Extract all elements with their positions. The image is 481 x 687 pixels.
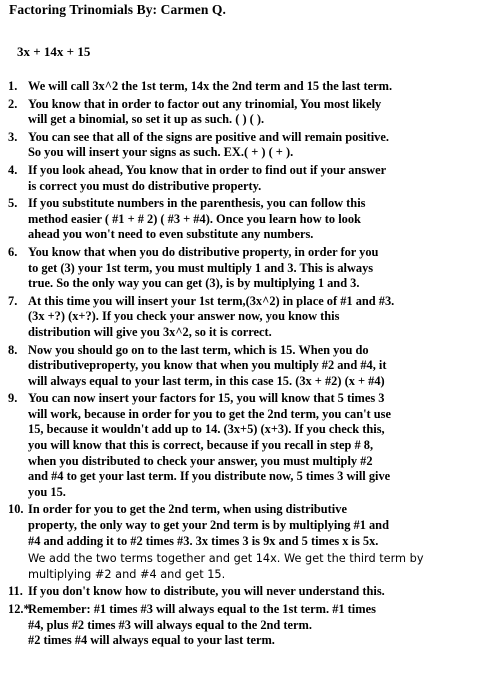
step-number: 8. [8,342,18,357]
step-line: You can see that all of the signs are positive and will remain positive. [28,129,389,144]
steps-list [8,79,478,651]
step-line: method easier ( #1 + # 2) ( #3 + #4). Once you learn how to look [28,211,361,226]
step-line: property, the only way to get your 2nd term is by multiplying #1 and [28,518,389,533]
step-line: We will call 3x^2 the 1st term, 14x the 2nd term and 15 the last term. [28,79,393,93]
step-line: when you distributed to check your answer, you must multiply #2 [28,453,373,468]
step-item [8,584,478,600]
step-line: In order for you to get the 2nd term, when using distributive [28,502,347,517]
step-item [8,294,478,341]
step-number: 12.* [8,602,30,616]
step-item [8,79,478,95]
step-item [8,196,478,243]
step-number: 11. [8,584,23,599]
step-line: you will know that this is correct, because if you recall in step # 8, [28,438,374,453]
step-number: 3. [8,129,18,144]
step-line: Now you should go on to the last term, which is 15. When you do [28,342,369,357]
step-text [28,245,478,292]
step-line: You can now insert your factors for 15, you will know that 5 times 3 [28,391,385,406]
step-number [8,551,28,582]
step-text [28,551,478,582]
step-line: will work, because in order for you to get the 2nd term, you can't use [28,406,391,421]
step-item [8,97,478,128]
step-text [28,391,478,500]
step-number: 1. [8,79,18,93]
step-item [8,502,478,549]
step-line: We add the two terms together and get 14x. We get the third term by [28,552,424,566]
step-line: At this time you will insert your 1st term,(3x^2) in place of #1 and #3. [28,293,395,308]
step-item [8,602,478,649]
step-line: You know that when you do distributive property, in order for you [28,244,379,259]
step-number: 2. [8,96,18,111]
step-line: #4 and adding it to #2 times #3. 3x times 3 is 9x and 5 times x is 5x. [28,533,379,548]
step-number: 9. [8,391,18,406]
document-title: Factoring Trinomials By: Carmen Q. [9,2,227,17]
step-line: #4, plus #2 times #3 will always equal to the 2nd term. [28,617,312,632]
step-number: 7. [8,293,18,308]
step-line: distributiveproperty, you know that when you multiply #2 and #4, it [28,358,387,373]
step-number: 10. [8,502,24,517]
step-line: distribution will give you 3x^2, so it is correct. [28,324,272,339]
step-line: If you substitute numbers in the parenthesis, you can follow this [28,196,366,211]
step-item [8,163,478,194]
step-line: to get (3) your 1st term, you must multiply 1 and 3. This is always [28,260,374,275]
step-text [28,97,478,128]
step-text [28,602,478,649]
step-item [8,343,478,390]
step-line: true. So the only way you can get (3), is by multiplying 1 and 3. [28,276,360,291]
trinomial-expression: 3x + 14x + 15 [17,44,91,59]
step-number: 5. [8,196,18,211]
step-line: You know that in order to factor out any trinomial, You most likely [28,96,382,111]
step-line: If you look ahead, You know that in order to find out if your answer [28,162,387,177]
step-number: 4. [8,162,18,177]
step-text [28,343,478,390]
step-number: 6. [8,244,18,259]
step-line: ahead you won't need to even substitute any numbers. [28,227,314,242]
step-line: (3x +?) (x+?). If you check your answer now, you know this [28,309,340,324]
step-line: will always equal to your last term, in this case 15. (3x + #2) (x + #4) [28,373,385,388]
step-line: #2 times #4 will always equal to your last term. [28,633,275,648]
step-line: Remember: #1 times #3 will always equal to the 1st term. #1 times [28,602,376,616]
step-line: multiplying #2 and #4 and get 15. [28,567,226,581]
handwritten-note [8,551,478,582]
step-text [28,294,478,341]
step-line: 15, because it wouldn't add up to 14. (3x+5) (x+3). If you check this, [28,422,385,437]
step-text [28,584,478,600]
step-text [28,79,478,95]
step-text [28,163,478,194]
step-text [28,130,478,161]
step-line: and #4 to get your last term. If you distribute now, 5 times 3 will give [28,469,391,484]
step-line: If you don't know how to distribute, you will never understand this. [28,584,385,599]
step-line: you 15. [28,484,66,499]
step-item [8,130,478,161]
step-line: is correct you must do distributive property. [28,178,262,193]
step-item [8,245,478,292]
step-text [28,502,478,549]
step-line: will get a binomial, so set it up as such. ( ) ( ). [28,112,265,127]
step-line: So you will insert your signs as such. EX.( + ) ( + ). [28,145,294,160]
step-text [28,196,478,243]
step-item [8,391,478,500]
